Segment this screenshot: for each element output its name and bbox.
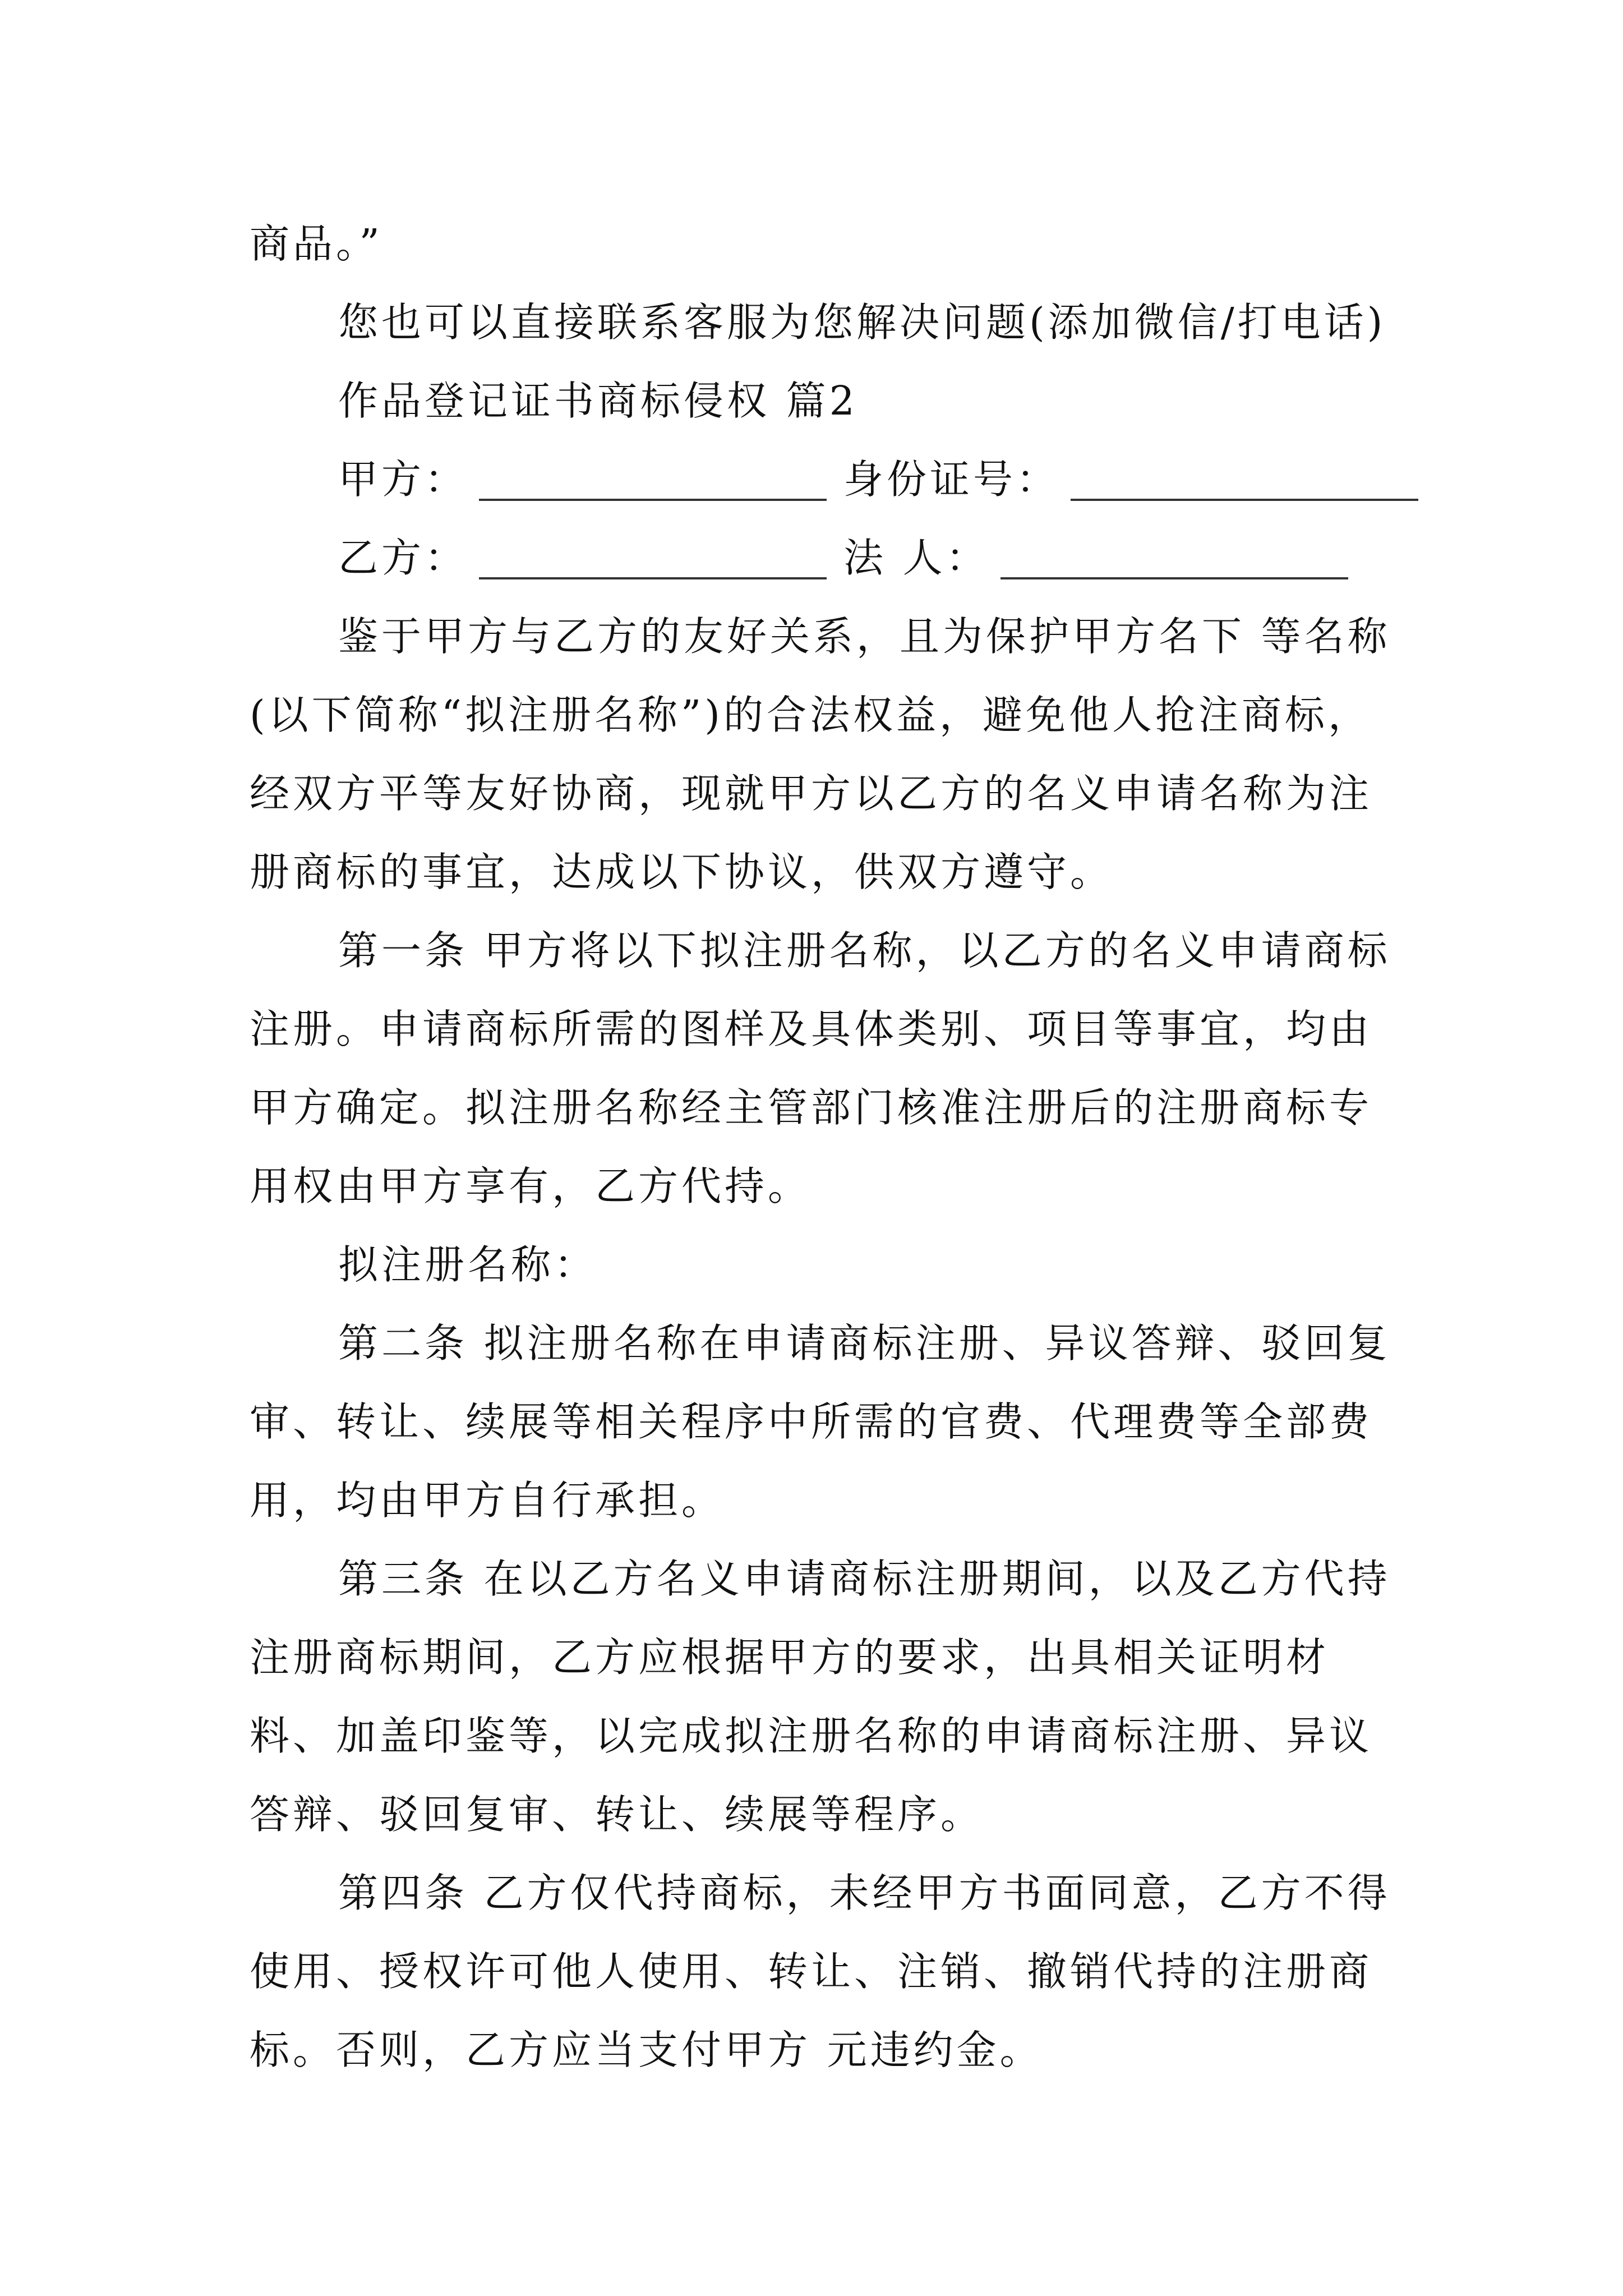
- article-three: 第三条 在以乙方名义申请商标注册期间，以及乙方代持注册商标期间，乙方应根据甲方的要求，出具相关证明材料、加盖印鉴等，以完成拟注册名称的申请商标注册、异议答辩、驳回复审、转让、续展等程序。: [250, 1556, 1391, 1838]
- article-two: 第二条 拟注册名称在申请商标注册、异议答辩、驳回复审、转让、续展等相关程序中所需的官费、代理费等全部费用，均由甲方自行承担。: [250, 1320, 1391, 1524]
- party-b-row: [338, 519, 1365, 597]
- preamble-paragraph: 鉴于甲方与乙方的友好关系，且为保护甲方名下 等名称(以下简称“拟注册名称”)的合法权益，避免他人抢注商标，经双方平等友好协商，现就甲方以乙方的名义申请名称为注册商标的事宜，达成以下协议，供双方遵守。: [250, 613, 1391, 895]
- party-b-blank: [479, 577, 827, 579]
- party-a-blank: [479, 499, 827, 501]
- contact-note: 您也可以直接联系客服为您解决问题(添加微信/打电话): [338, 299, 1386, 346]
- legal-rep-blank: [1000, 577, 1348, 579]
- section-title: 作品登记证书商标侵权 篇2: [338, 378, 858, 424]
- proposed-name-label: 拟注册名称：: [338, 1241, 598, 1288]
- paragraph-continuation: 商品。”: [250, 220, 383, 267]
- party-b-label: 乙方：: [338, 535, 468, 581]
- party-a-label: 甲方：: [338, 456, 468, 503]
- id-number-label: 身份证号：: [843, 456, 1060, 503]
- article-one: 第一条 甲方将以下拟注册名称，以乙方的名义申请商标注册。申请商标所需的图样及具体类别、项目等事宜，均由甲方确定。拟注册名称经主管部门核准注册后的注册商标专用权由甲方享有，乙方代持。: [250, 927, 1391, 1209]
- id-number-blank: [1071, 499, 1418, 501]
- party-a-row: [338, 440, 1435, 519]
- article-four: 第四条 乙方仅代持商标，未经甲方书面同意，乙方不得使用、授权许可他人使用、转让、注销、撤销代持的注册商标。否则，乙方应当支付甲方 元违约金。: [250, 1870, 1391, 2073]
- legal-rep-label: 法 人：: [843, 535, 989, 581]
